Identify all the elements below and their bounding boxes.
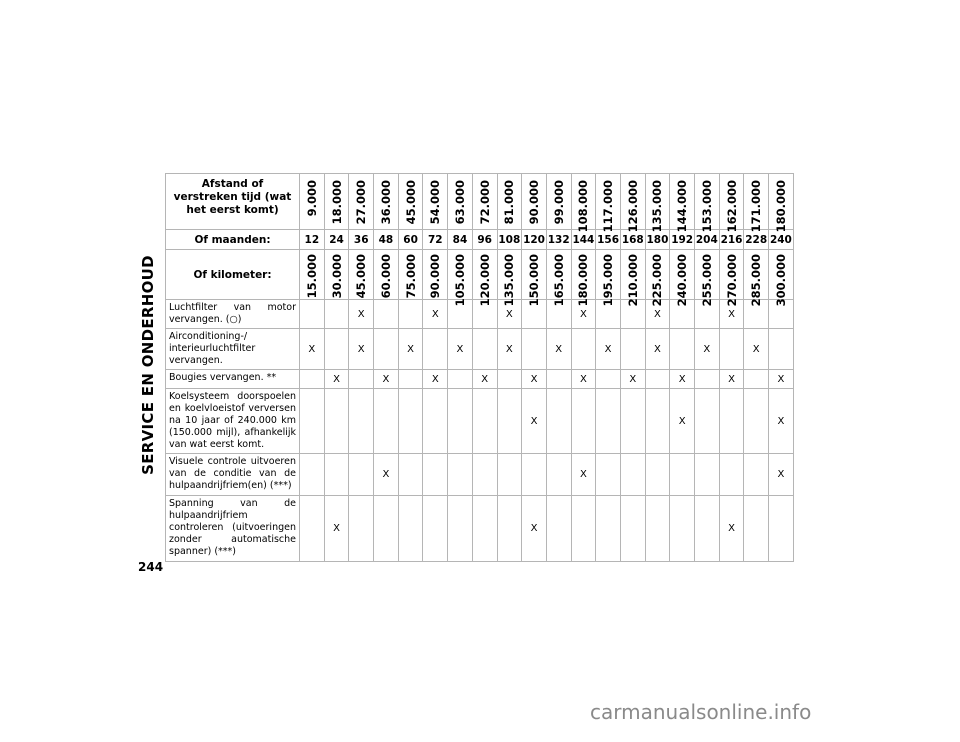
schedule-mark: X [324,370,349,389]
schedule-mark [423,329,448,370]
schedule-mark: X [670,370,695,389]
km-value: 240.000 [675,254,690,307]
schedule-mark [300,300,325,329]
schedule-mark: X [571,300,596,329]
months-value: 228 [744,230,769,250]
schedule-mark [596,454,621,496]
distance-cell [522,174,547,230]
task-description: Spanning van de hulpaandrijfriem controleren (uitvoeringen zonder automatische spanner) (***) [166,496,300,562]
distance-value: 63.000 [452,180,467,225]
task-row [166,496,794,562]
km-value: 15.000 [304,254,319,299]
months-value: 48 [374,230,399,250]
distance-cell [349,174,374,230]
distance-value: 171.000 [749,180,764,233]
months-value: 60 [398,230,423,250]
schedule-mark: X [522,370,547,389]
schedule-mark: X [374,370,399,389]
schedule-mark [472,496,497,562]
distance-value: 99.000 [551,180,566,225]
task-description: Visuele controle uitvoeren van de conditie van de hulpaandrijfriem(en) (***) [166,454,300,496]
schedule-mark: X [374,454,399,496]
schedule-mark [398,370,423,389]
distance-cell [620,174,645,233]
months-value: 192 [670,230,695,250]
schedule-mark: X [300,329,325,370]
km-value: 255.000 [699,254,714,307]
schedule-mark [719,389,744,454]
schedule-mark [497,496,522,562]
km-value: 195.000 [601,254,616,307]
schedule-mark [349,496,374,562]
km-value: 90.000 [428,254,443,299]
km-value: 120.000 [477,254,492,307]
schedule-mark [620,454,645,496]
months-value: 168 [620,230,645,250]
schedule-mark: X [645,300,670,329]
km-cell [695,250,720,307]
schedule-mark [349,454,374,496]
schedule-mark [324,329,349,370]
distance-value: 45.000 [403,180,418,225]
km-cell [300,250,325,300]
schedule-mark [374,300,399,329]
distance-cell [571,174,596,233]
schedule-mark [744,454,769,496]
months-value: 204 [695,230,720,250]
schedule-mark [374,496,399,562]
schedule-mark: X [349,329,374,370]
months-value: 36 [349,230,374,250]
distance-cell [546,174,571,230]
distance-value: 9.000 [304,180,319,217]
distance-value: 180.000 [773,180,788,233]
schedule-mark: X [349,300,374,329]
schedule-mark [670,454,695,496]
km-value: 135.000 [502,254,517,307]
schedule-mark [497,454,522,496]
km-cell [522,250,547,307]
schedule-mark: X [695,329,720,370]
schedule-mark [497,389,522,454]
section-side-title [138,175,158,555]
schedule-mark: X [522,389,547,454]
schedule-mark [695,370,720,389]
schedule-mark [645,496,670,562]
schedule-mark: X [497,329,522,370]
schedule-mark [374,389,399,454]
km-cell [324,250,349,300]
distance-cell [719,174,744,233]
distance-value: 135.000 [650,180,665,233]
schedule-mark [596,496,621,562]
distance-cell [423,174,448,230]
km-cell [472,250,497,307]
schedule-mark: X [324,496,349,562]
months-value: 180 [645,230,670,250]
months-value: 132 [546,230,571,250]
km-value: 300.000 [773,254,788,307]
schedule-mark [324,454,349,496]
distance-cell [744,174,769,233]
schedule-mark [472,454,497,496]
task-description: Airconditioning-/ interieurluchtfilter vervangen. [166,329,300,370]
maintenance-schedule-table [165,173,794,562]
schedule-mark [546,454,571,496]
schedule-mark: X [448,329,473,370]
months-header-row [166,230,794,250]
schedule-mark [472,329,497,370]
schedule-mark [448,389,473,454]
distance-value: 90.000 [527,180,542,225]
schedule-mark: X [645,329,670,370]
km-value: 45.000 [354,254,369,299]
schedule-mark: X [596,329,621,370]
km-value: 30.000 [329,254,344,299]
schedule-mark [324,389,349,454]
schedule-mark [571,389,596,454]
months-value: 240 [769,230,794,250]
distance-cell [670,174,695,233]
km-cell [769,250,794,307]
schedule-mark [695,454,720,496]
km-cell [620,250,645,307]
schedule-mark [423,496,448,562]
distance-header-row [166,174,794,230]
km-label: Of kilometer: [166,250,300,300]
schedule-mark [596,370,621,389]
distance-value: 108.000 [576,180,591,233]
schedule-mark: X [620,370,645,389]
km-cell [374,250,399,300]
schedule-mark [423,389,448,454]
distance-value: 36.000 [378,180,393,225]
schedule-mark [472,389,497,454]
schedule-mark [596,389,621,454]
schedule-mark: X [398,329,423,370]
months-value: 108 [497,230,522,250]
schedule-mark [695,496,720,562]
schedule-mark [300,389,325,454]
schedule-mark [374,329,399,370]
distance-label: Afstand of verstreken tijd (wat het eerst komt) [166,174,300,230]
km-value: 210.000 [625,254,640,307]
schedule-mark [769,329,794,370]
schedule-mark: X [769,389,794,454]
distance-value: 27.000 [354,180,369,225]
schedule-mark [522,454,547,496]
distance-value: 153.000 [699,180,714,233]
schedule-mark [398,300,423,329]
schedule-mark [398,454,423,496]
months-label: Of maanden: [166,230,300,250]
schedule-mark [522,329,547,370]
schedule-mark: X [423,370,448,389]
km-value: 225.000 [650,254,665,307]
km-cell [448,250,473,307]
schedule-mark: X [719,496,744,562]
schedule-mark [620,496,645,562]
km-cell [423,250,448,300]
schedule-mark [744,496,769,562]
schedule-mark [744,370,769,389]
distance-value: 81.000 [502,180,517,225]
schedule-mark [719,329,744,370]
distance-value: 144.000 [675,180,690,233]
distance-value: 18.000 [329,180,344,225]
months-value: 12 [300,230,325,250]
km-value: 285.000 [749,254,764,307]
distance-cell [374,174,399,230]
schedule-mark [349,389,374,454]
distance-value: 54.000 [428,180,443,225]
schedule-mark: X [571,454,596,496]
distance-value: 162.000 [724,180,739,233]
schedule-mark [670,496,695,562]
schedule-mark [448,496,473,562]
task-row [166,389,794,454]
km-value: 75.000 [403,254,418,299]
distance-cell [769,174,794,233]
km-cell [546,250,571,307]
watermark: carmanualsonline.info [590,700,812,724]
km-cell [398,250,423,300]
section-title-text: SERVICE EN ONDERHOUD [139,255,157,475]
task-description: Bougies vervangen. ** [166,370,300,389]
schedule-mark [546,370,571,389]
km-value: 105.000 [452,254,467,307]
schedule-mark [300,496,325,562]
schedule-mark: X [744,329,769,370]
schedule-mark [620,389,645,454]
distance-value: 126.000 [625,180,640,233]
schedule-mark [448,370,473,389]
km-value: 180.000 [576,254,591,307]
schedule-mark [719,454,744,496]
km-cell [645,250,670,307]
km-cell [670,250,695,307]
schedule-mark: X [670,389,695,454]
schedule-mark [349,370,374,389]
schedule-mark: X [472,370,497,389]
km-cell [596,250,621,307]
months-value: 96 [472,230,497,250]
km-cell [744,250,769,307]
schedule-mark [645,454,670,496]
distance-cell [324,174,349,230]
schedule-mark [398,389,423,454]
schedule-mark: X [769,454,794,496]
schedule-mark [546,496,571,562]
distance-cell [472,174,497,230]
schedule-mark: X [571,370,596,389]
schedule-mark [645,370,670,389]
task-row [166,370,794,389]
km-cell [571,250,596,307]
schedule-mark [448,454,473,496]
distance-cell [448,174,473,230]
schedule-mark: X [719,300,744,329]
distance-cell [497,174,522,230]
schedule-mark [300,454,325,496]
schedule-mark [670,329,695,370]
schedule-mark [324,300,349,329]
distance-value: 72.000 [477,180,492,225]
schedule-mark: X [522,496,547,562]
months-value: 120 [522,230,547,250]
task-row [166,454,794,496]
task-description: Luchtfilter van motor vervangen. (○) [166,300,300,329]
km-value: 150.000 [527,254,542,307]
distance-cell [645,174,670,233]
km-header-row [166,250,794,300]
schedule-mark: X [769,370,794,389]
distance-cell [695,174,720,233]
task-description: Koelsysteem doorspoelen en koelvloeistof verversen na 10 jaar of 240.000 km (150.000 mijl), afhankelijk van wat eerst komt. [166,389,300,454]
schedule-mark [300,370,325,389]
distance-cell [300,174,325,230]
schedule-mark [645,389,670,454]
schedule-mark: X [546,329,571,370]
task-row [166,329,794,370]
distance-cell [596,174,621,233]
page-number: 244 [138,560,164,574]
schedule-mark [571,329,596,370]
schedule-mark [769,496,794,562]
km-value: 165.000 [551,254,566,307]
distance-cell [398,174,423,230]
km-value: 60.000 [378,254,393,299]
months-value: 156 [596,230,621,250]
schedule-mark [497,370,522,389]
km-cell [497,250,522,307]
months-value: 84 [448,230,473,250]
months-value: 144 [571,230,596,250]
schedule-mark: X [423,300,448,329]
schedule-mark [398,496,423,562]
schedule-mark: X [497,300,522,329]
months-value: 72 [423,230,448,250]
months-value: 24 [324,230,349,250]
schedule-mark [695,389,720,454]
schedule-mark [571,496,596,562]
schedule-mark [620,329,645,370]
months-value: 216 [719,230,744,250]
km-value: 270.000 [724,254,739,307]
km-cell [719,250,744,307]
schedule-mark [744,389,769,454]
schedule-mark: X [719,370,744,389]
schedule-mark [423,454,448,496]
km-cell [349,250,374,300]
distance-value: 117.000 [601,180,616,233]
schedule-mark [546,389,571,454]
